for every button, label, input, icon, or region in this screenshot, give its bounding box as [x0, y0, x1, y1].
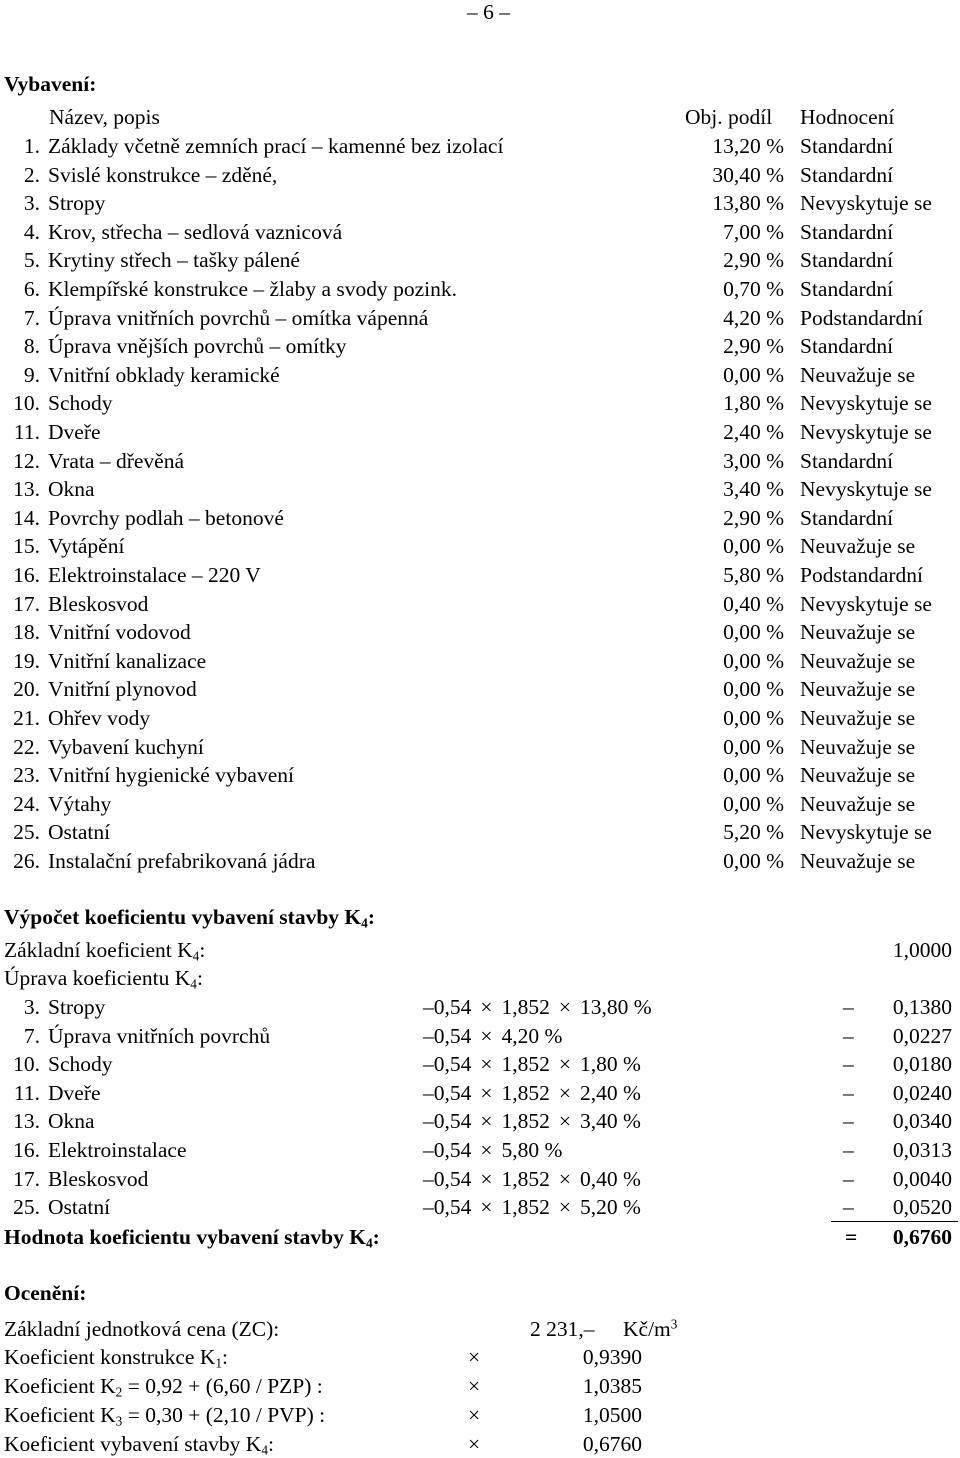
times-sign: ×	[468, 1374, 481, 1398]
times-sign: ×	[480, 1167, 493, 1191]
k4-row-formula	[423, 1054, 641, 1076]
row-name: Elektroinstalace – 220 V	[48, 563, 261, 587]
row-rating: Standardní	[800, 277, 894, 301]
row-rating: Neuvažuje se	[800, 677, 916, 701]
times-sign: ×	[468, 1432, 481, 1456]
times-sign: ×	[480, 1024, 493, 1048]
row-rating: Standardní	[800, 134, 894, 158]
row-rating: Nevyskytuje se	[800, 820, 932, 844]
k4-coef-label: Koeficient vybavení stavby $K_4$:	[4, 1432, 274, 1458]
minus-sign: –	[843, 1024, 854, 1048]
formula-term: –0,54	[423, 1052, 472, 1076]
formula-term: 1,852	[501, 1052, 550, 1076]
k4-row-number: 10.	[13, 1052, 40, 1076]
row-share: 13,20 %	[712, 134, 784, 158]
row-rating: Podstandardní	[800, 306, 924, 330]
row-rating: Nevyskytuje se	[800, 592, 932, 616]
row-number: 23.	[13, 763, 40, 787]
k4-row-formula	[423, 1197, 641, 1219]
row-share: 3,40 %	[723, 477, 784, 501]
k4-row-formula	[423, 1140, 562, 1162]
row-name: Klempířské konstrukce – žlaby a svody pozink.	[48, 277, 458, 301]
row-number: 7.	[23, 306, 40, 330]
k4-base-label: Základní koeficient $K_4$:	[4, 938, 206, 964]
row-rating: Neuvažuje se	[800, 849, 916, 873]
row-share: 0,00 %	[723, 620, 784, 644]
row-share: 2,90 %	[723, 334, 784, 358]
row-name: Schody	[48, 391, 113, 415]
row-rating: Standardní	[800, 334, 894, 358]
formula-term: 1,852	[501, 1195, 550, 1219]
k4-total-label: Hodnota koeficientu vybavení stavby $K_4$:	[4, 1225, 380, 1251]
row-rating: Nevyskytuje se	[800, 477, 932, 501]
row-share: 1,80 %	[723, 391, 784, 415]
times-sign: ×	[558, 1195, 572, 1219]
row-rating: Nevyskytuje se	[800, 420, 932, 444]
row-name: Instalační prefabrikovaná jádra	[48, 849, 316, 873]
row-share: 0,00 %	[723, 677, 784, 701]
minus-sign: –	[843, 1167, 854, 1191]
k4-row-formula	[423, 1083, 641, 1105]
k1-value: 0,9390	[582, 1345, 642, 1369]
times-sign: ×	[480, 1081, 493, 1105]
row-number: 9.	[23, 363, 40, 387]
row-number: 11.	[13, 420, 40, 444]
row-share: 0,00 %	[723, 363, 784, 387]
k4-row-number: 16.	[13, 1138, 40, 1162]
times-sign: ×	[468, 1345, 481, 1369]
row-rating: Standardní	[800, 163, 894, 187]
minus-sign: –	[843, 1109, 854, 1133]
row-rating: Neuvažuje se	[800, 620, 916, 644]
formula-term: –0,54	[423, 1081, 472, 1105]
equipment-heading: Vybavení:	[4, 72, 97, 96]
row-name: Úprava vnitřních povrchů – omítka vápenná	[48, 306, 429, 330]
k1-label: Koeficient konstrukce $K_1$:	[4, 1345, 229, 1371]
row-share: 0,00 %	[723, 792, 784, 816]
formula-term: 2,40 %	[580, 1081, 641, 1105]
row-share: 5,20 %	[723, 820, 784, 844]
row-share: 0,00 %	[723, 649, 784, 673]
formula-term: –0,54	[423, 1138, 472, 1162]
formula-term: 1,852	[501, 1109, 550, 1133]
row-rating: Neuvažuje se	[800, 649, 916, 673]
row-share: 2,40 %	[723, 420, 784, 444]
k4-row-formula	[423, 1111, 641, 1133]
k4-row-value: 0,0240	[892, 1081, 952, 1105]
formula-term: 1,80 %	[580, 1052, 641, 1076]
k4-row-name: Bleskosvod	[48, 1167, 149, 1191]
k4-row-value: 0,1380	[892, 995, 952, 1019]
formula-term: –0,54	[423, 995, 472, 1019]
k4-row-value: 0,0180	[892, 1052, 952, 1076]
row-number: 15.	[13, 534, 40, 558]
k4-row-name: Stropy	[48, 995, 106, 1019]
row-name: Vytápění	[48, 534, 125, 558]
minus-sign: –	[843, 1195, 854, 1219]
formula-term: 5,80 %	[501, 1138, 563, 1162]
column-header-name: Název, popis	[49, 105, 160, 129]
row-rating: Standardní	[800, 248, 894, 272]
formula-term: –0,54	[423, 1109, 472, 1133]
k4-row-formula	[423, 1026, 562, 1048]
k4-row-name: Schody	[48, 1052, 113, 1076]
row-name: Stropy	[48, 191, 106, 215]
row-name: Vrata – dřevěná	[48, 449, 184, 473]
row-share: 0,00 %	[723, 763, 784, 787]
formula-term: 1,852	[501, 1081, 550, 1105]
row-rating: Neuvažuje se	[800, 792, 916, 816]
row-share: 0,00 %	[723, 534, 784, 558]
k4-coef-value: 0,6760	[582, 1432, 642, 1456]
row-name: Vnitřní hygienické vybavení	[48, 763, 294, 787]
row-name: Krytiny střech – tašky pálené	[48, 248, 300, 272]
row-name: Povrchy podlah – betonové	[48, 506, 284, 530]
row-number: 4.	[23, 220, 40, 244]
row-share: 0,00 %	[723, 849, 784, 873]
k4-row-name: Elektroinstalace	[48, 1138, 187, 1162]
row-name: Vnitřní vodovod	[48, 620, 191, 644]
row-number: 24.	[13, 792, 40, 816]
row-share: 0,40 %	[723, 592, 784, 616]
k4-row-name: Okna	[48, 1109, 95, 1133]
row-number: 6.	[23, 277, 40, 301]
times-sign: ×	[558, 1081, 572, 1105]
times-sign: ×	[468, 1403, 481, 1427]
row-share: 30,40 %	[712, 163, 784, 187]
times-sign: ×	[480, 1109, 493, 1133]
column-header-rating: Hodnocení	[800, 105, 895, 129]
page-number: – 6 –	[467, 0, 510, 24]
k4-heading: Výpočet koeficientu vybavení stavby $K_4$:	[4, 905, 375, 931]
formula-term: 3,40 %	[580, 1109, 641, 1133]
row-name: Vnitřní obklady keramické	[48, 363, 280, 387]
row-rating: Neuvažuje se	[800, 763, 916, 787]
k2-value: 1,0385	[582, 1374, 642, 1398]
valuation-heading: Ocenění:	[4, 1281, 87, 1305]
k4-row-number: 17.	[13, 1167, 40, 1191]
row-share: 13,80 %	[712, 191, 784, 215]
formula-term: 4,20 %	[501, 1024, 563, 1048]
row-number: 16.	[13, 563, 40, 587]
k4-row-number: 3.	[23, 995, 40, 1019]
row-rating: Nevyskytuje se	[800, 191, 932, 215]
row-name: Výtahy	[48, 792, 112, 816]
times-sign: ×	[480, 1195, 493, 1219]
row-name: Dveře	[48, 420, 101, 444]
times-sign: ×	[558, 995, 572, 1019]
row-rating: Neuvažuje se	[800, 735, 916, 759]
row-number: 10.	[13, 391, 40, 415]
k4-row-number: 11.	[13, 1081, 40, 1105]
k4-row-value: 0,0340	[892, 1109, 952, 1133]
k4-sum-underline	[831, 1221, 958, 1222]
times-sign: ×	[558, 1167, 572, 1191]
row-rating: Nevyskytuje se	[800, 391, 932, 415]
times-sign: ×	[558, 1109, 572, 1133]
k4-row-formula	[423, 997, 652, 1019]
row-rating: Neuvažuje se	[800, 363, 916, 387]
row-number: 20.	[13, 677, 40, 701]
row-share: 2,90 %	[723, 506, 784, 530]
row-name: Vybavení kuchyní	[48, 735, 204, 759]
formula-term: –0,54	[423, 1167, 472, 1191]
row-share: 5,80 %	[723, 563, 784, 587]
row-number: 21.	[13, 706, 40, 730]
column-header-share: Obj. podíl	[685, 105, 773, 129]
k4-row-value: 0,0040	[892, 1167, 952, 1191]
row-name: Vnitřní plynovod	[48, 677, 197, 701]
times-sign: ×	[480, 1052, 493, 1076]
base-price-label: Základní jednotková cena (ZC):	[4, 1317, 280, 1341]
k4-row-value: 0,0227	[892, 1024, 952, 1048]
k4-row-value: 0,0520	[892, 1195, 952, 1219]
minus-sign: –	[843, 1052, 854, 1076]
row-number: 1.	[23, 134, 40, 158]
row-share: 7,00 %	[723, 220, 784, 244]
k4-row-value: 0,0313	[892, 1138, 952, 1162]
k4-row-number: 25.	[13, 1195, 40, 1219]
row-share: 4,20 %	[723, 306, 784, 330]
formula-term: 5,20 %	[580, 1195, 641, 1219]
formula-term: 1,852	[501, 1167, 550, 1191]
row-number: 18.	[13, 620, 40, 644]
row-rating: Standardní	[800, 449, 894, 473]
row-rating: Neuvažuje se	[800, 706, 916, 730]
row-number: 5.	[23, 248, 40, 272]
k4-base-value: 1,0000	[892, 938, 952, 962]
k3-label: Koeficient $K_3 = 0,30 + (2,10 / PVP)$ :	[4, 1403, 326, 1429]
k4-total-value: 0,6760	[892, 1225, 952, 1249]
k4-row-number: 7.	[23, 1024, 40, 1048]
row-number: 12.	[13, 449, 40, 473]
row-rating: Neuvažuje se	[800, 534, 916, 558]
formula-term: –0,54	[423, 1195, 472, 1219]
formula-term: 1,852	[501, 995, 550, 1019]
formula-term: 13,80 %	[580, 995, 652, 1019]
minus-sign: –	[843, 1138, 854, 1162]
row-number: 19.	[13, 649, 40, 673]
row-number: 25.	[13, 820, 40, 844]
row-share: 3,00 %	[723, 449, 784, 473]
row-name: Ostatní	[48, 820, 111, 844]
row-rating: Standardní	[800, 220, 894, 244]
row-number: 3.	[23, 191, 40, 215]
row-name: Vnitřní kanalizace	[48, 649, 207, 673]
formula-term: –0,54	[423, 1024, 472, 1048]
times-sign: ×	[558, 1052, 572, 1076]
row-number: 2.	[23, 163, 40, 187]
row-share: 2,90 %	[723, 248, 784, 272]
k4-row-name: Dveře	[48, 1081, 101, 1105]
times-sign: ×	[480, 995, 493, 1019]
row-name: Úprava vnějších povrchů – omítky	[48, 334, 347, 358]
row-name: Ohřev vody	[48, 706, 151, 730]
times-sign: ×	[480, 1138, 493, 1162]
row-share: 0,00 %	[723, 735, 784, 759]
k2-label: Koeficient $K_2 = 0,92 + (6,60 / PZP)$ :	[4, 1374, 323, 1400]
k4-row-formula	[423, 1169, 641, 1191]
formula-term: 0,40 %	[580, 1167, 641, 1191]
k4-row-name: Ostatní	[48, 1195, 111, 1219]
k4-total-eq: =	[845, 1225, 858, 1249]
row-rating: Standardní	[800, 506, 894, 530]
minus-sign: –	[843, 1081, 854, 1105]
k3-value: 1,0500	[582, 1403, 642, 1427]
row-number: 13.	[13, 477, 40, 501]
row-name: Svislé konstrukce – zděné,	[48, 163, 278, 187]
row-share: 0,70 %	[723, 277, 784, 301]
row-number: 22.	[13, 735, 40, 759]
base-price-unit: $Kč/m^3$	[623, 1316, 678, 1341]
row-name: Bleskosvod	[48, 592, 149, 616]
row-number: 26.	[13, 849, 40, 873]
k4-row-number: 13.	[13, 1109, 40, 1133]
row-number: 8.	[23, 334, 40, 358]
row-rating: Podstandardní	[800, 563, 924, 587]
row-number: 14.	[13, 506, 40, 530]
row-number: 17.	[13, 592, 40, 616]
row-name: Krov, střecha – sedlová vaznicová	[48, 220, 343, 244]
row-share: 0,00 %	[723, 706, 784, 730]
base-price-value: 2 231,–	[530, 1317, 595, 1341]
row-name: Okna	[48, 477, 95, 501]
k4-adjust-label: Úprava koeficientu $K_4$:	[4, 966, 203, 992]
k4-row-name: Úprava vnitřních povrchů	[48, 1024, 271, 1048]
minus-sign: –	[843, 995, 854, 1019]
row-name: Základy včetně zemních prací – kamenné bez izolací	[48, 134, 504, 158]
